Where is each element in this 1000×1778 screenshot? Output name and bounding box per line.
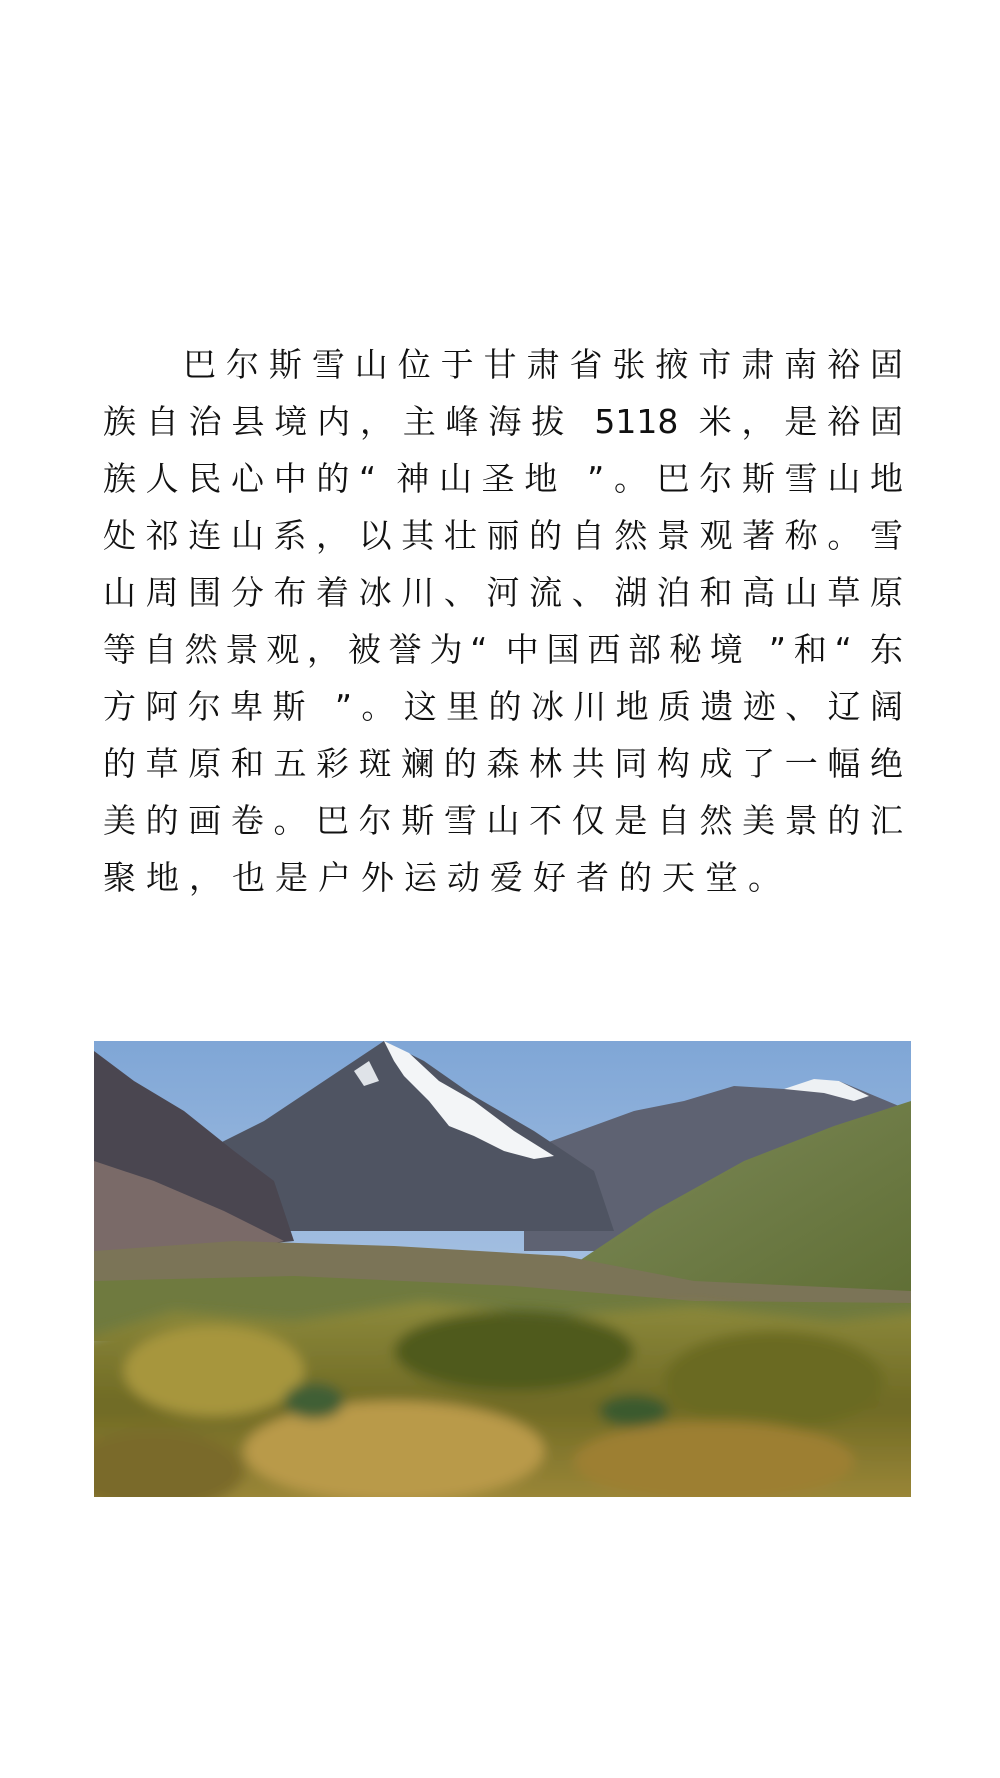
article-line: 的草原和五彩斑斓的森林共同构成了一幅绝 xyxy=(103,744,903,783)
article-line: 山周围分布着冰川、河流、湖泊和高山草原 xyxy=(103,573,903,612)
article-line: 美的画卷。巴尔斯雪山不仅是自然美景的汇 xyxy=(103,801,903,840)
mountain-photo xyxy=(94,1041,911,1497)
article-body xyxy=(103,336,903,906)
article-line: 等自然景观，被誉为“ 中国西部秘境 ”和“ 东 xyxy=(103,630,903,669)
article-line: 方阿尔卑斯 ”。这里的冰川地质遗迹、辽阔 xyxy=(103,687,903,726)
article-line: 族人民心中的“ 神山圣地 ”。巴尔斯雪山地 xyxy=(103,459,903,498)
article-line: 巴尔斯雪山位于甘肃省张掖市肃南裕固 xyxy=(183,345,903,384)
foreground-grass xyxy=(94,1301,911,1497)
article-line: 族自治县境内，主峰海拔 5118 米，是裕固 xyxy=(103,402,903,441)
article-line: 处祁连山系，以其壮丽的自然景观著称。雪 xyxy=(103,516,903,555)
mountain-photo-illustration xyxy=(94,1041,911,1497)
article-line: 聚地，也是户外运动爱好者的天堂。 xyxy=(103,858,791,897)
